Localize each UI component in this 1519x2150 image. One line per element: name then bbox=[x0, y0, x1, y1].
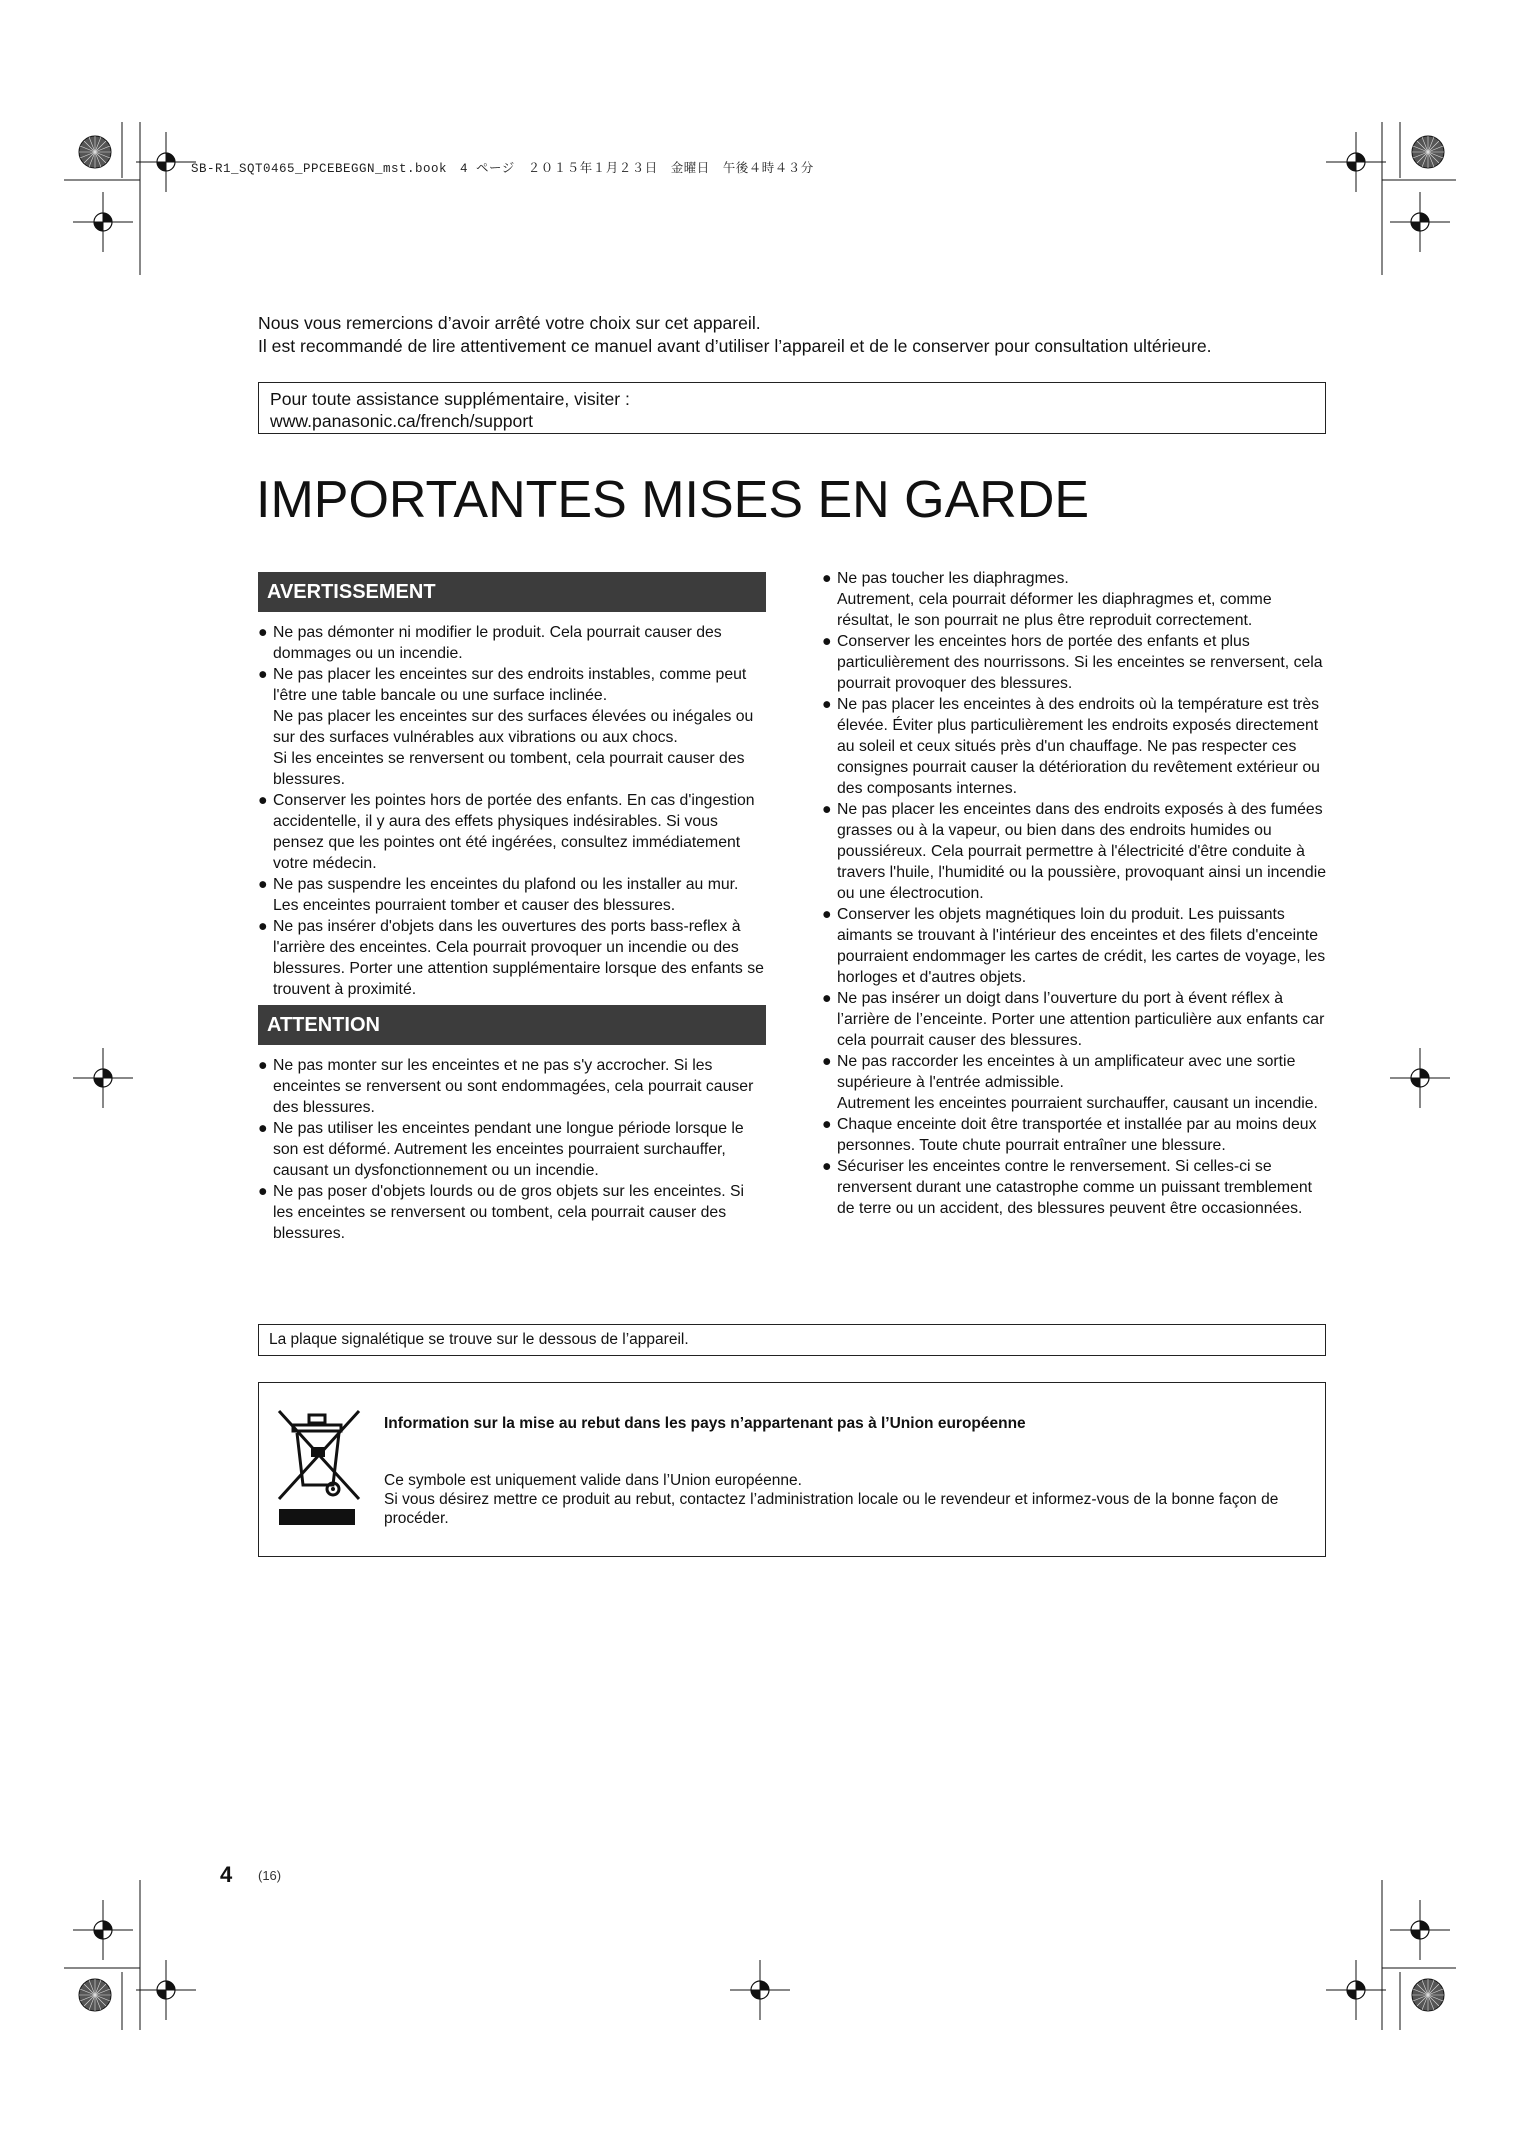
intro-line-1: Nous vous remercions d’avoir arrêté votre choix sur cet appareil. bbox=[258, 313, 761, 333]
crossed-bin-icon bbox=[271, 1403, 366, 1525]
disposal-title: Information sur la mise au rebut dans les pays n’appartenant pas à l’Union européenne bbox=[384, 1415, 1026, 1432]
right-warnings-list bbox=[822, 568, 1332, 1219]
disposal-box bbox=[258, 1382, 1326, 1557]
bullet-icon: ● bbox=[258, 1120, 268, 1137]
bullet-icon: ● bbox=[822, 906, 832, 923]
disposal-line-2: Si vous désirez mettre ce produit au rebut, contactez l’administration locale ou le revendeur et informez-vous de la bonne façon de procéder. bbox=[384, 1491, 1279, 1527]
bullet-icon: ● bbox=[822, 801, 832, 818]
page-title: IMPORTANTES MISES EN GARDE bbox=[256, 471, 1090, 529]
list-item: ● Ne pas insérer d'objets dans les ouvertures des ports bass-reflex à l'arrière des enceintes. Cela pourrait provoquer un incendie ou des blessures. Porter une attention supplémentaire lorsque des enfants se trouvent à proximité. bbox=[258, 918, 764, 998]
bullet-icon: ● bbox=[822, 1053, 832, 1070]
support-box bbox=[258, 382, 1326, 434]
list-item: ● Ne pas placer les enceintes sur des endroits instables, comme peut l'être une table bancale ou une surface inclinée. Ne pas placer les enceintes sur des surfaces élevées ou inégales ou sur des surfaces vulnérables aux vibrations ou aux chocs. Si les enceintes se renversent ou tombent, cela pourrait causer des blessures. bbox=[258, 666, 754, 788]
avertissement-heading: AVERTISSEMENT bbox=[258, 572, 766, 612]
list-item: ● Ne pas utiliser les enceintes pendant une longue période lorsque le son est déformé. Autrement les enceintes pourraient surchauffer, causant un dysfonctionnement ou un incendie. bbox=[258, 1120, 744, 1179]
list-item: ● Ne pas poser d'objets lourds ou de gros objets sur les enceintes. Si les enceintes se renversent ou tombent, cela pourrait causer des blessures. bbox=[258, 1183, 745, 1242]
bullet-icon: ● bbox=[822, 1116, 832, 1133]
right-column bbox=[822, 568, 1332, 1219]
list-item: ● Sécuriser les enceintes contre le renversement. Si celles-ci se renversent durant une catastrophe comme un puissant tremblement de terre ou un accident, des blessures peuvent être occasionnées. bbox=[822, 1158, 1313, 1217]
attention-list bbox=[258, 1055, 766, 1244]
bullet-icon: ● bbox=[822, 1158, 832, 1175]
bullet-icon: ● bbox=[258, 792, 268, 809]
list-item: ● Ne pas placer les enceintes dans des endroits exposés à des fumées grasses ou à la vapeur, ou bien dans des endroits humides ou poussiéreux. Cela pourrait permettre à l'électricité d'être conduite à travers l'huile, l'humidité ou la poussière, provoquant ainsi un incendie ou une électrocution. bbox=[822, 801, 1327, 902]
list-item: ● Chaque enceinte doit être transportée et installée par au moins deux personnes. Toute chute pourrait entraîner une blessure. bbox=[822, 1116, 1317, 1154]
attention-section bbox=[258, 1005, 766, 1244]
attention-heading: ATTENTION bbox=[258, 1005, 766, 1045]
list-item: ● Conserver les objets magnétiques loin du produit. Les puissants aimants se trouvant à l'intérieur des enceintes et des filets d'enceinte pourraient endommager les cartes de crédit, les cartes de voyage, les horloges et d'autres objets. bbox=[822, 906, 1326, 986]
avertissement-section bbox=[258, 572, 766, 1000]
intro-line-2: Il est recommandé de lire attentivement ce manuel avant d’utiliser l’appareil et de le conserver pour consultation ultérieure. bbox=[258, 336, 1212, 356]
list-item: ● Ne pas raccorder les enceintes à un amplificateur avec une sortie supérieure à l'entrée admissible. Autrement les enceintes pourraient surchauffer, causant un incendie. bbox=[822, 1053, 1318, 1112]
bullet-icon: ● bbox=[258, 1183, 268, 1200]
list-item: ● Ne pas suspendre les enceintes du plafond ou les installer au mur. Les enceintes pourraient tomber et causer des blessures. bbox=[258, 876, 739, 914]
disposal-text bbox=[384, 1471, 1294, 1528]
bullet-icon: ● bbox=[822, 633, 832, 650]
bullet-icon: ● bbox=[258, 918, 268, 935]
bullet-icon: ● bbox=[822, 990, 832, 1007]
page-sub-number: (16) bbox=[258, 1868, 282, 1883]
support-url[interactable]: www.panasonic.ca/french/support bbox=[270, 411, 534, 431]
bullet-icon: ● bbox=[258, 666, 268, 683]
list-item: ● Ne pas placer les enceintes à des endroits où la température est très élevée. Éviter plus particulièrement les endroits exposés directement au soleil et ceux situés près d'un chauffage. Ne pas respecter ces consignes pourrait causer la détérioration du revêtement extérieur ou des composants internes. bbox=[822, 696, 1320, 797]
list-item: ● Conserver les pointes hors de portée des enfants. En cas d'ingestion accidentelle, il y aura des effets physiques indésirables. Si vous pensez que les pointes ont été ingérées, consultez immédiatement votre médecin. bbox=[258, 792, 755, 872]
bullet-icon: ● bbox=[822, 570, 832, 587]
file-info-header: SB-R1_SQT0465_PPCEBEGGN_mst.book 4 ページ ２０１５年１月２３日 金曜日 午後４時４３分 bbox=[191, 162, 814, 176]
nameplate-note: La plaque signalétique se trouve sur le dessous de l’appareil. bbox=[258, 1324, 1326, 1356]
list-item: ● Ne pas démonter ni modifier le produit. Cela pourrait causer des dommages ou un incendie. bbox=[258, 624, 722, 662]
disposal-line-1: Ce symbole est uniquement valide dans l’Union européenne. bbox=[384, 1472, 802, 1489]
intro-text bbox=[258, 312, 1338, 358]
list-item: ● Conserver les enceintes hors de portée des enfants et plus particulièrement des nourrissons. Si les enceintes se renversent, cela pourrait provoquer des blessures. bbox=[822, 633, 1323, 692]
list-item: ● Ne pas monter sur les enceintes et ne pas s'y accrocher. Si les enceintes se renversent ou sont endommagées, cela pourrait causer des blessures. bbox=[258, 1057, 754, 1116]
bullet-icon: ● bbox=[822, 696, 832, 713]
list-item: ● Ne pas insérer un doigt dans l’ouverture du port à évent réflex à l’arrière de l’enceinte. Porter une attention particulière aux enfants car cela pourrait causer des blessures. bbox=[822, 990, 1325, 1049]
bullet-icon: ● bbox=[258, 624, 268, 641]
list-item: ● Ne pas toucher les diaphragmes. Autrement, cela pourrait déformer les diaphragmes et, comme résultat, le son pourrait ne plus être reproduit correctement. bbox=[822, 570, 1272, 629]
support-label: Pour toute assistance supplémentaire, visiter : bbox=[270, 389, 630, 409]
bullet-icon: ● bbox=[258, 876, 268, 893]
avertissement-list bbox=[258, 622, 766, 1000]
page-number: 4 bbox=[220, 1862, 233, 1887]
bullet-icon: ● bbox=[258, 1057, 268, 1074]
